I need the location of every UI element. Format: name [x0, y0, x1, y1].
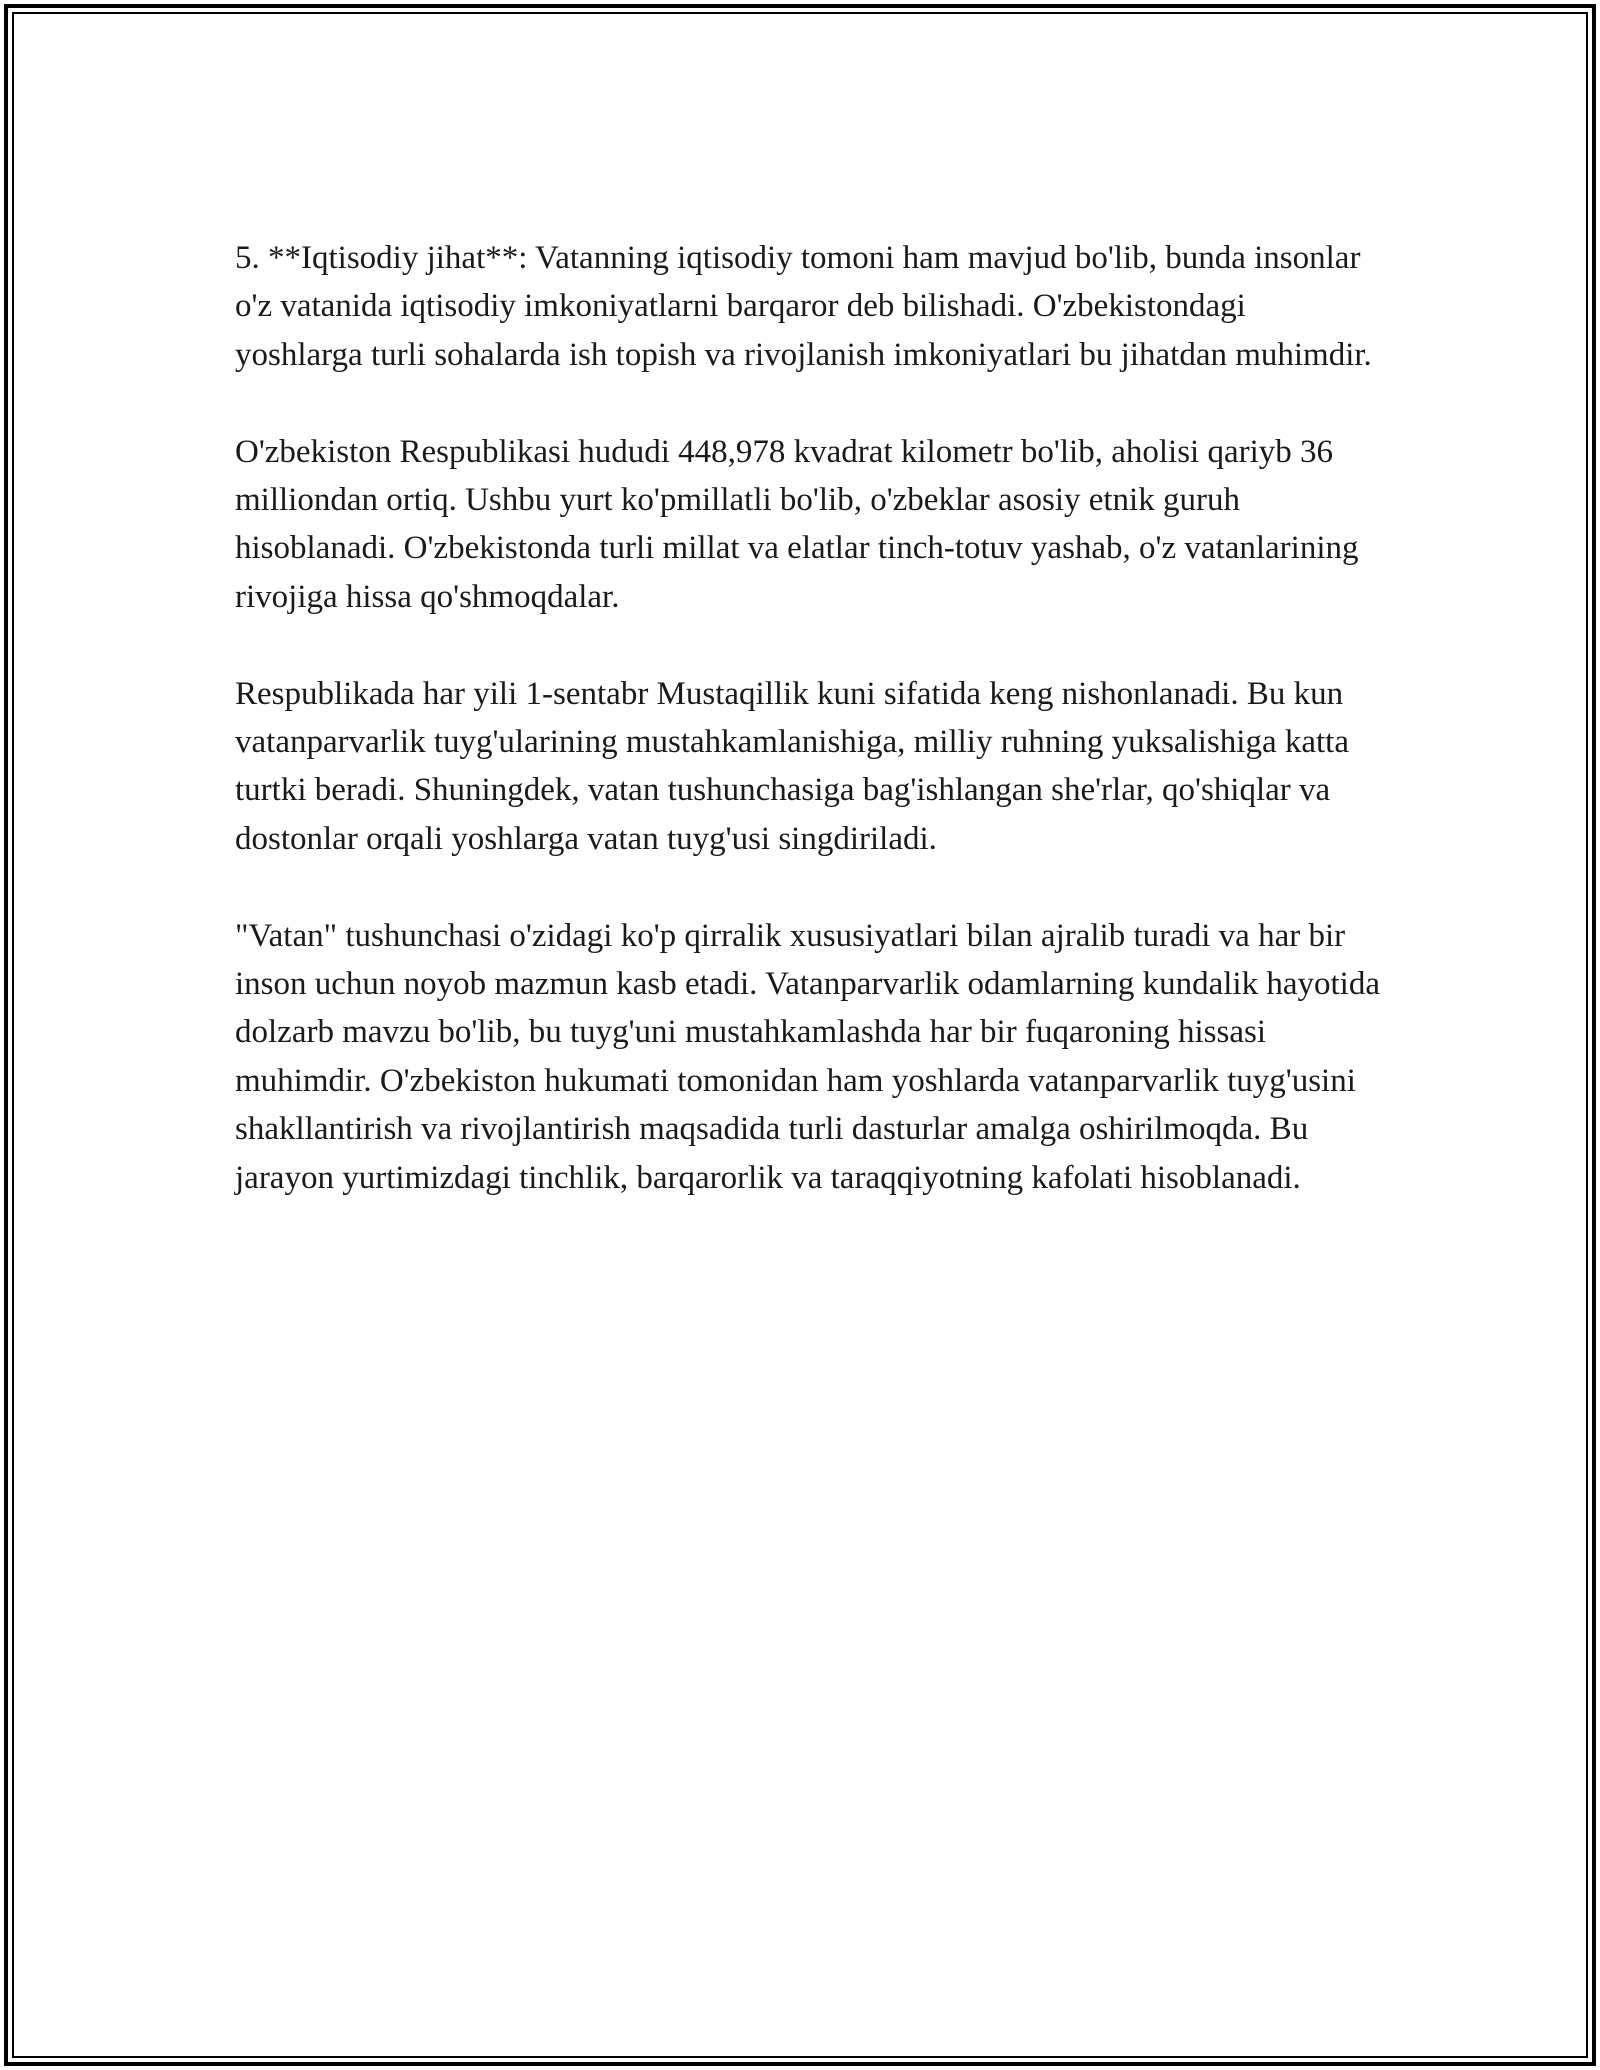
- paragraph-territory-population: O'zbekiston Respublikasi hududi 448,978 kvadrat kilometr bo'lib, aholisi qariyb 36 milliondan ortiq. Ushbu yurt ko'pmillatli bo'lib, o'zbeklar asosiy etnik guruh hisoblanadi. O'zbekistonda turli millat va elatlar tinch-totuv yashab, o'z vatanlarining rivojiga hissa qo'shmoqdalar.: [235, 433, 1359, 615]
- paragraph-economic-aspect: 5. **Iqtisodiy jihat**: Vatanning iqtisodiy tomoni ham mavjud bo'lib, bunda insonlar o'z vatanida iqtisodiy imkoniyatlarni barqaror deb bilishadi. O'zbekistondagi yoshlarga turli sohalarda ish topish va rivojlanish imkoniyatlari bu jihatdan muhimdir.: [235, 240, 1372, 373]
- paragraph-vatan-concept: "Vatan" tushunchasi o'zidagi ko'p qirralik xususiyatlari bilan ajralib turadi va har bir inson uchun noyob mazmun kasb etadi. Vatanparvarlik odamlarning kundalik hayotida dolzarb mavzu bo'lib, bu tuyg'uni mustahkamlashda har bir fuqaroning hissasi muhimdir. O'zbekiston hukumati tomonidan ham yoshlarda vatanparvarlik tuyg'usini shakllantirish va rivojlantirish maqsadida turli dasturlar amalga oshirilmoqda. Bu jarayon yurtimizdagi tinchlik, barqarorlik va taraqqiyotning kafolati hisoblanadi.: [235, 917, 1380, 1196]
- paragraph-independence-day: Respublikada har yili 1-sentabr Mustaqillik kuni sifatida keng nishonlanadi. Bu kun vatanparvarlik tuyg'ularining mustahkamlanishiga, milliy ruhning yuksalishiga katta turtki beradi. Shuningdek, vatan tushunchasiga bag'ishlangan she'rlar, qo'shiqlar va dostonlar orqali yoshlarga vatan tuyg'usi singdiriladi.: [235, 675, 1349, 857]
- document-body: [235, 234, 1380, 1202]
